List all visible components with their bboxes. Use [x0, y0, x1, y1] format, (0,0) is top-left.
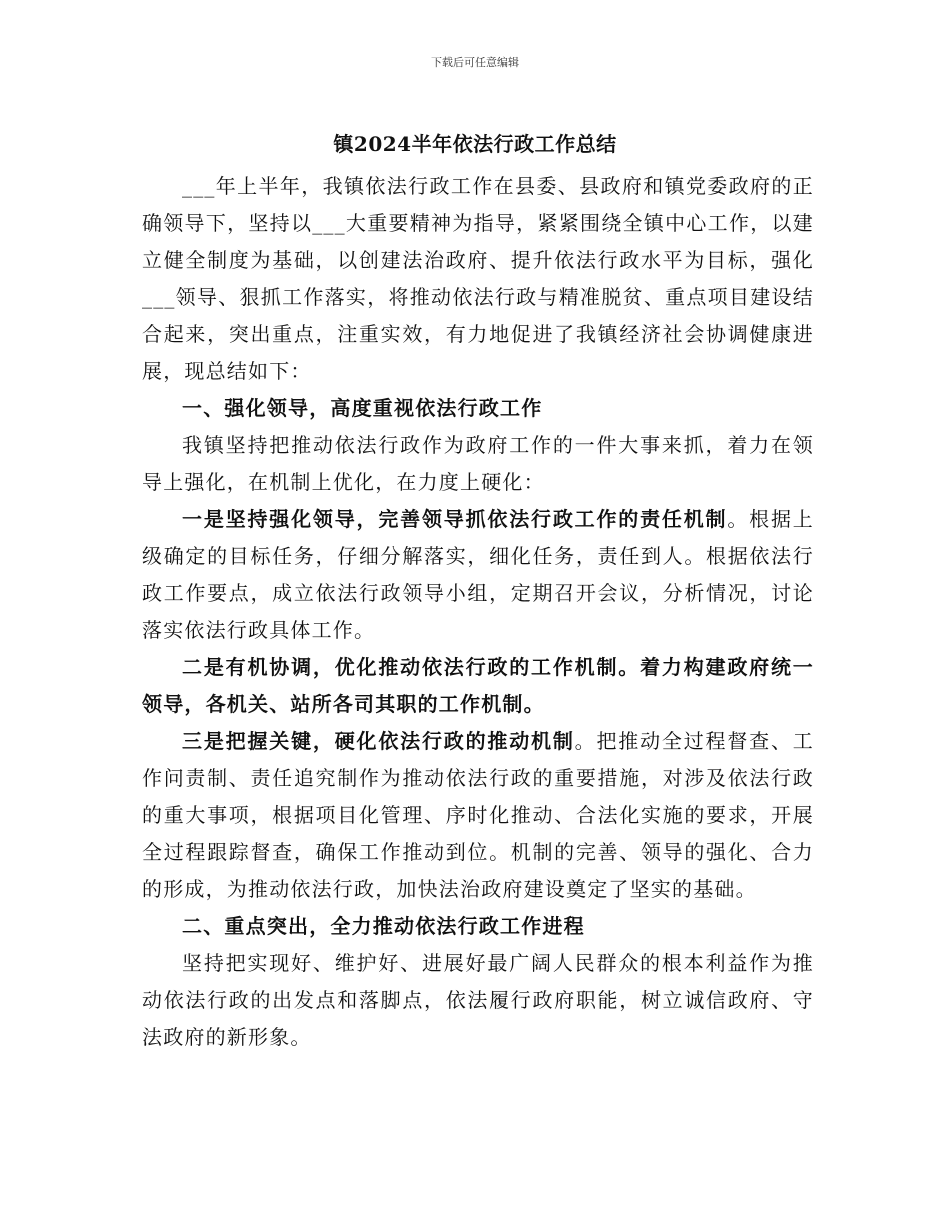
intro-paragraph: ___年上半年，我镇依法行政工作在县委、县政府和镇党委政府的正确领导下，坚持以___大重要精神为指导，紧紧围绕全镇中心工作，以建立健全制度为基础，以创建法治政府、提升依法行政水平为目标，强化___领导、狠抓工作落实，将推动依法行政与精准脱贫、重点项目建设结合起来，突出重点，注重实效，有力地促进了我镇经济社会协调健康进展，现总结如下： — [142, 174, 814, 383]
section-2-intro: 坚持把实现好、维护好、进展好最广阔人民群众的根本利益作为推动依法行政的出发点和落脚点，依法履行政府职能，树立诚信政府、守法政府的新形象。 — [142, 951, 814, 1049]
point-3-paragraph — [142, 723, 814, 908]
point-2-paragraph: 二是有机协调，优化推动依法行政的工作机制。着力构建政府统一领导，各机关、站所各司其职的工作机制。 — [142, 655, 814, 716]
header-note: 下载后可任意编辑 — [431, 56, 519, 69]
point-1-text: 。根据上级确定的目标任务，仔细分解落实，细化任务，责任到人。根据依法行政工作要点，成立依法行政领导小组，定期召开会议，分析情况，讨论落实依法行政具体工作。 — [142, 507, 815, 642]
point-1-lead: 一是坚持强化领导，完善领导抓依法行政工作的责任机制 — [182, 507, 728, 531]
point-1-paragraph — [142, 501, 814, 649]
document-body — [142, 168, 814, 1056]
section-1-intro: 我镇坚持把推动依法行政作为政府工作的一件大事来抓，着力在领导上强化，在机制上优化，在力度上硬化： — [142, 433, 814, 494]
section-2-heading: 二、重点突出，全力推动依法行政工作进程 — [182, 914, 585, 938]
point-3-text: 。把推动全过程督查、工作问责制、责任追究制作为推动依法行政的重要措施，对涉及依法行政的重大事项，根据项目化管理、序时化推动、合法化实施的要求，开展全过程跟踪督查，确保工作推动到位。机制的完善、领导的强化、合力的形成，为推动依法行政，加快法治政府建设奠定了坚实的基础。 — [142, 729, 814, 901]
point-3-lead: 三是把握关键，硬化依法行政的推动机制 — [182, 729, 575, 753]
document-title: 镇2024半年依法行政工作总结 — [333, 132, 617, 156]
section-1-heading: 一、强化领导，高度重视依法行政工作 — [182, 396, 543, 420]
